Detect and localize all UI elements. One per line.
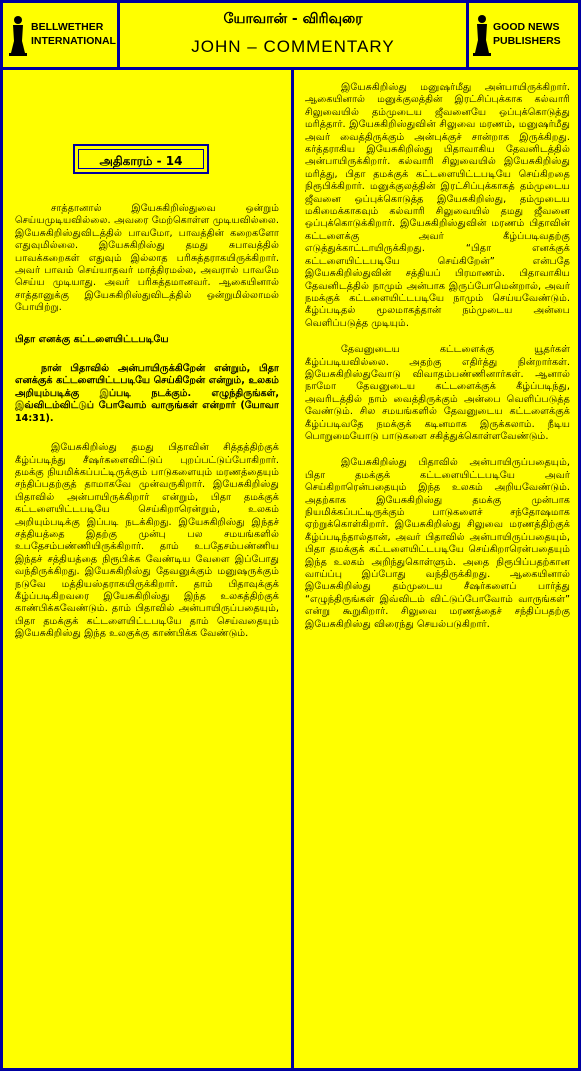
right-column (294, 70, 578, 1068)
bellwether-emblem-icon (7, 13, 29, 57)
right-paragraph-3: இயேசுகிறிஸ்து பிதாவில் அன்பாயிருப்பதையும், பிதா தமக்குக் கட்டளையிட்டபடியே அவர் செய்கிறாரென்பதையும் இந்த உலகம் அறியவேண்டும். அதற்காக இயேசுகிறிஸ்து தமக்கு முன்பாக நியமிக்கப்பட்டிருக்கும் பாடுகளைச் சந்தோஷமாக ஏற்றுக்கொள்கிறார். இயேசுகிறிஸ்து சிலுவை மரணத்திற்குக் கீழ்ப்படிந்தால்தான், அவர் பிதாவில் அன்பாயிருப்பதையும், பிதா தமக்குக் கட்டளையிட்டபடியே செய்கிறாரென்பதையும் இந்த உலகம் அறிந்துகொள்ளும். அதை நிரூபிப்பதற்கான வாய்ப்பு இப்போது வந்திருக்கிறது. ஆகையினால் இயேசுகிறிஸ்து தம்முடைய சீஷர்களைப் பார்த்து “எழுந்திருங்கள் இவ்விடம் விட்டுப்போவோம் வாருங்கள்” என்று கூறுகிறார். சிலுவை மரணத்தைச் சந்திப்பதற்கு இயேசுகிறிஸ்து விரைந்து செயல்படுகிறார். (305, 457, 570, 630)
left-column-text (15, 203, 279, 641)
scripture-quote: நான் பிதாவில் அன்பாயிருக்கிறேன் என்றும், பிதா எனக்குக் கட்டளையிட்டபடியே செய்கிறேன் என்றும், உலகம் அறியும்படிக்கு இப்படி நடக்கும். எழுந்திருங்கள், இவ்விடம்விட்டுப் போவோம் வாருங்கள் என்றார் (யோவா 14:31). (15, 363, 279, 424)
section-heading: பிதா எனக்கு கட்டளையிட்டபடியே (15, 333, 169, 345)
title-english: JOHN – COMMENTARY (191, 37, 395, 56)
bellwether-logo (3, 3, 120, 67)
good-news-logo-text (493, 20, 561, 48)
title-area (120, 3, 466, 67)
chapter-box (73, 144, 209, 174)
left-column (3, 70, 294, 1068)
left-paragraph-1: சாத்தானால் இயேசுகிறிஸ்துவை ஒன்றும் செய்யமுடியவில்லை. அவரை மேற்கொள்ள முடியவில்லை. இயேசுகிறிஸ்துவிடத்தில் பாவமோ, பாவத்தின் கறைகளோ எதுவுமில்லை. இயேசுகிறிஸ்து தமது சுபாவத்தில் பாவக்கறைகள் எதுவும் இல்லாத பரிசுத்தராகயிருக்கிறார். அவர் பாவம் செய்யாதவர் மாத்திரமல்ல, அவரால் பாவமே செய்ய முடியாது. அவர் பரிசுத்தமானவர். ஆகையினால் சாத்தானுக்கு இயேசுகிறிஸ்துவிடத்தில் ஒன்றுமில்லாமல் போயிற்று. (15, 203, 279, 314)
good-news-logo (466, 3, 578, 67)
bellwether-logo-text (31, 20, 116, 48)
bellwether-logo-line: BELLWETHER INTERNATIONAL (31, 21, 116, 47)
right-paragraph-2: தேவனுடைய கட்டளைக்கு யூதர்கள் கீழ்ப்படியவில்லை. அதற்கு எதிர்த்து நின்றார்கள். இயேசுகிறிஸ்துவோடு விவாதம்பண்ணினார்கள். ஆனால் நாமோ தேவனுடைய கட்டளைக்குக் கீழ்ப்படிந்து, அவரிடத்தில் நாம் வைத்திருக்கும் அன்பை வெளிப்படுத்த வேண்டும். சில சமயங்களில் தேவனுடைய கட்டளைக்குக் கீழ்ப்படிவதே நமக்குக் கடினமாக இருக்கலாம். நீடிய பொறுமையோடு பாடுகளை சகித்துக்கொள்ளவேண்டும். (305, 344, 570, 442)
good-news-emblem-icon (472, 13, 492, 57)
header-banner (3, 3, 578, 70)
chapter-label: அதிகாரம் - 14 (78, 149, 204, 169)
right-column-text (305, 82, 570, 631)
title-tamil: யோவான் - விரிவுரை (223, 11, 363, 27)
good-news-logo-line: GOOD NEWS PUBLISHERS (493, 21, 561, 47)
left-paragraph-2: இயேசுகிறிஸ்து தமது பிதாவின் சித்தத்திற்குக் கீழ்ப்படிந்து சீஷர்களைவிட்டுப் புறப்பட்டுப்போகிறார். தமக்கு நியமிக்கப்பட்டிருக்கும் பாடுகளையும் மரணத்தையும் சந்திப்பதற்குத் தாமாகவே முன்வருகிறார். இயேசுகிறிஸ்து பிதாவில் அன்பாயிருக்கிறார் என்றும், பிதா தமக்குக் கட்டளையிட்டபடியே செய்கிறாரென்றும், உலகம் அறியும்படிக்கு இப்படி நடக்கிறது. இயேசுகிறிஸ்து இந்தச் சத்தியத்தை இதற்கு முன்பு பல சமயங்களில் உபதேசம்பண்ணியிருக்கிறார். தாம் உபதேசம்பண்ணிய இந்தச் சத்தியத்தை நிரூபிக்க வேண்டிய வேளை இப்போது வந்திருக்கிறது. இயேசுகிறிஸ்து தேவனுக்கும் மனுஷருக்கும் நடுவே மத்தியஸ்தராகயிருக்கிறார். தாம் பிதாவுக்குக் கீழ்ப்படிகிறவரை இயேசுகிறிஸ்து இந்த உலகத்திற்குக் காண்பிக்கவேண்டும். தாம் பிதாவில் அன்பாயிருப்பதையும், பிதா தமக்குக் கட்டளையிட்டபடியே தாம் செய்வதையும் இயேசுகிறிஸ்து இந்த உலகுக்கு காண்பிக்க வேண்டும். (15, 442, 279, 640)
right-paragraph-1: இயேசுகிறிஸ்து மனுஷர்மீது அன்பாயிருக்கிறார். ஆகையினால் மனுக்குலத்தின் இரட்சிப்புக்காக கல்வாரி சிலுவையில் தம்முடைய ஜீவனையே ஒப்புக்கொடுத்து மரித்தார். இயேசுகிறிஸ்துவின் சிலுவை மரணம், மனுஷர்மீது அவர் வைத்திருக்கும் அன்புக்குச் சான்றாக இருக்கிறது. கர்த்தராகிய இயேசுகிறிஸ்து பிதாவாகிய தேவனிடத்தில் அன்பாயிருக்கிறார். கல்வாரி சிலுவையில் இயேசுகிறிஸ்து மரித்து, பிதா தமக்குக் கட்டளையிட்டபடியே செய்கிறதை நிரூபிக்கிறார். மனுக்குலத்தின் இரட்சிப்புக்காகத் தம்முடைய ஜீவனை ஒப்புக்கொடுத்த இயேசுகிறிஸ்து, தம்முடைய மகிமைக்காகவும் கல்வாரி சிலுவையில் தமது ஜீவனை ஒப்புக்கொடுக்கிறார். இயேசுகிறிஸ்துவின் மரணம் பிதாவின் கட்டளைக்கு அவர் கீழ்ப்படிவதற்கு எடுத்துக்காட்டாயிருக்கிறது. “பிதா எனக்குக் கட்டளையிட்டபடியே செய்கிறேன்” என்பதே இயேசுகிறிஸ்துவின் சத்தியப் பிரமாணம். பிதாவாகிய தேவனிடத்தில் நாமும் அன்பாக இருப்போமென்றால், அவர் நமக்குக் கட்டளையிட்டபடியே நாமும் செய்யவேண்டும். கீழ்ப்படிதல் மூலமாகத்தான் நம்முடைய அன்பை வெளிப்படுத்த முடியும். (305, 82, 570, 329)
